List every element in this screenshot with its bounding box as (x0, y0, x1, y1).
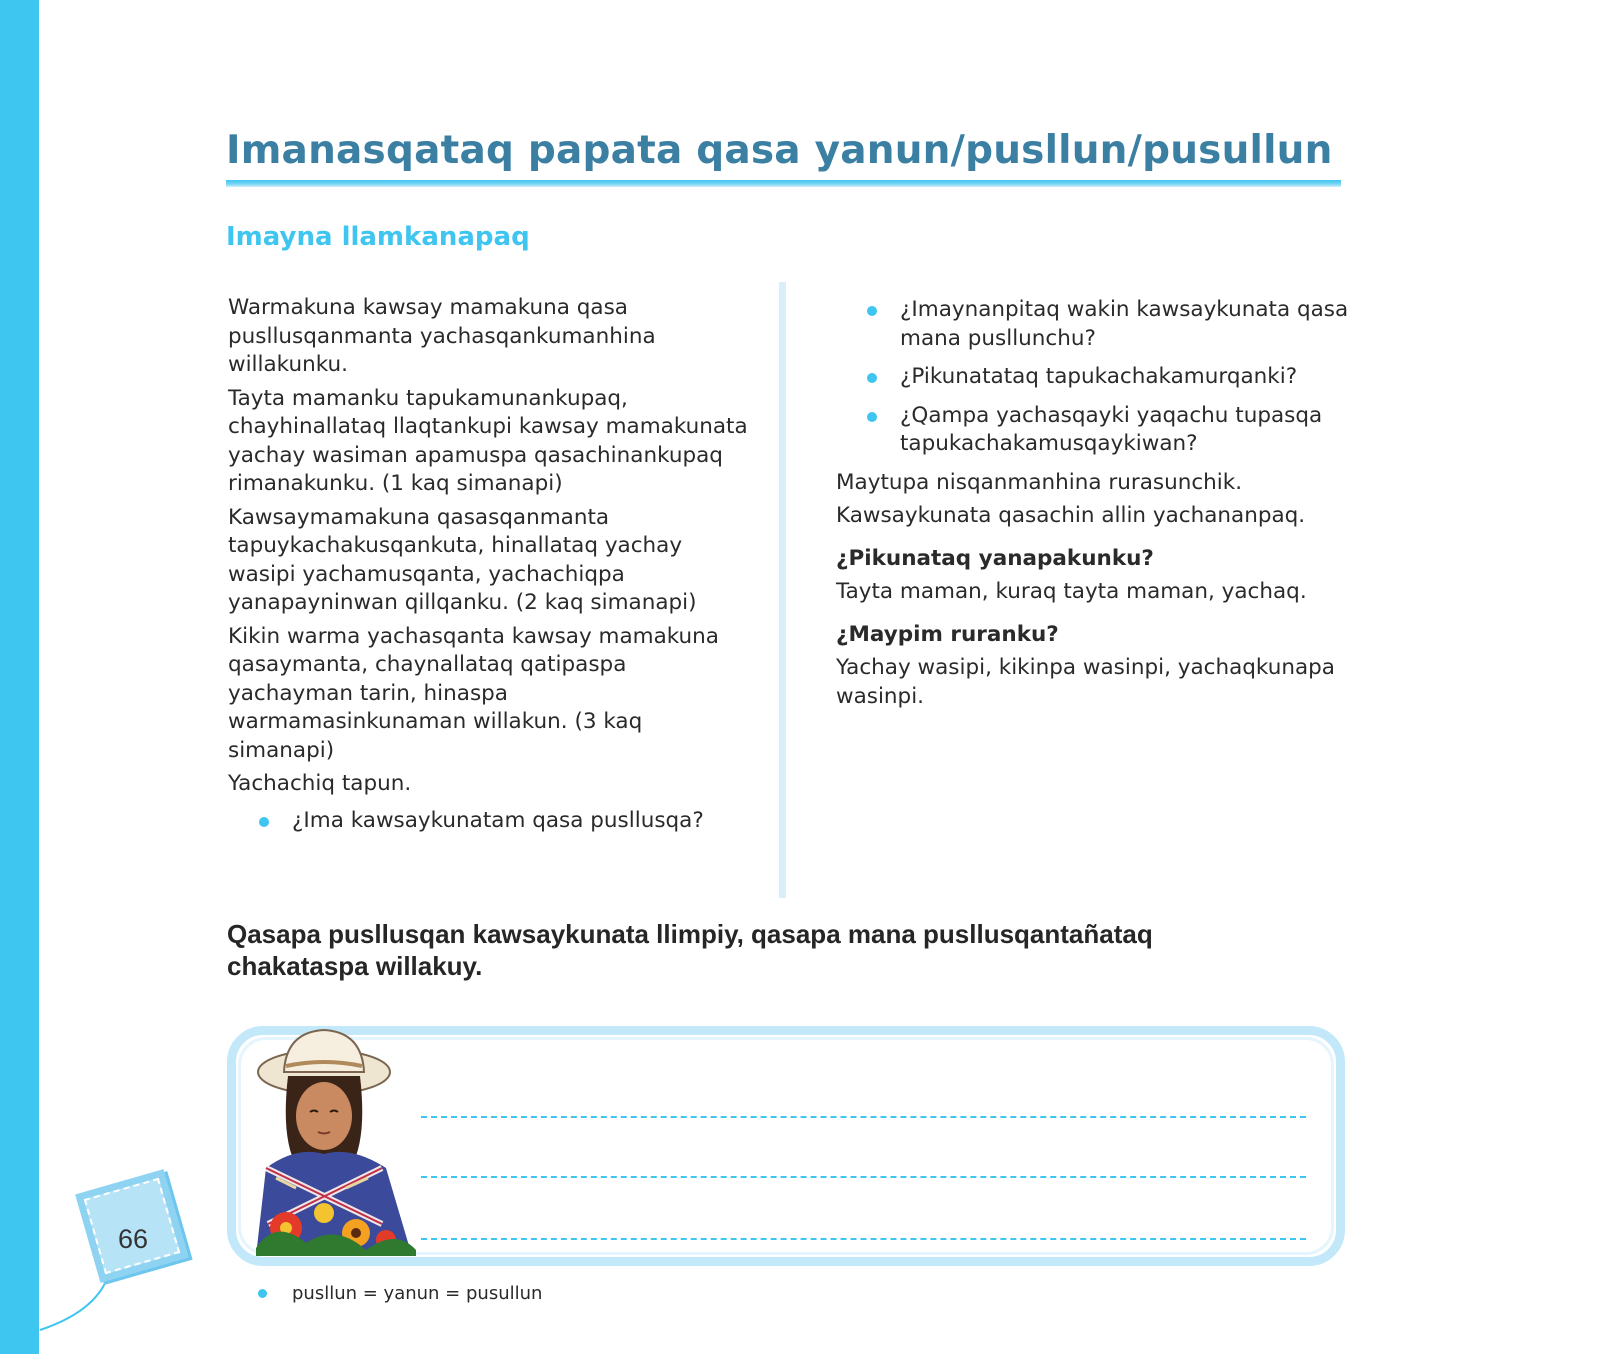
title-underline (226, 180, 1341, 187)
section-subtitle: Imayna llamkanapaq (226, 222, 530, 252)
girl-with-hat-illustration (236, 1028, 424, 1256)
page-number: 66 (117, 1224, 149, 1254)
column-divider (779, 282, 786, 898)
bullet-dot-icon (867, 412, 877, 422)
footnote (258, 1283, 542, 1304)
bullet-dot-icon (258, 1289, 267, 1298)
bullet-dot-icon (867, 373, 877, 383)
paragraph: Warmakuna kawsay mamakuna qasa pusllusqanmanta yachasqankumanhina willakunku. (228, 295, 656, 377)
list-item (836, 402, 1356, 459)
list-item-text: ¿Pikunatataq tapukachakamurqanki? (900, 364, 1298, 389)
paragraph: Kawsaykunata qasachin allin yachananpaq. (836, 503, 1306, 528)
activity-instruction: Qasapa pusllusqan kawsaykunata llimpiy, qasapa mana pusllusqantañataq chakataspa willakuy. (227, 919, 1153, 981)
list-item (836, 296, 1356, 353)
paragraph: Tayta maman, kuraq tayta maman, yachaq. (836, 579, 1307, 604)
bullet-dot-icon (867, 306, 877, 316)
list-item (228, 807, 748, 836)
paragraph: Tayta mamanku tapukamunankupaq, chayhinallataq llaqtankupi kawsay mamakunata yachay wasiman apamuspa qasachinankupaq rimanakunku. (1 kaq simanapi) (228, 385, 748, 496)
page-title: Imanasqataq papata qasa yanun/pusllun/pusullun (226, 128, 1333, 173)
question-list (228, 807, 748, 836)
footnote-text: pusllun = yanun = pusullun (292, 1283, 543, 1304)
paragraph: Yachachiq tapun. (228, 771, 412, 796)
kite-string (30, 1270, 150, 1360)
writing-line (421, 1176, 1306, 1178)
list-item-text: ¿Ima kawsaykunatam qasa pusllusqa? (292, 807, 704, 833)
page-side-bar (0, 0, 39, 1354)
question-heading: ¿Maypim ruranku? (836, 621, 1059, 647)
list-item-text: ¿Qampa yachasqayki yaqachu tupasqa tapukachakamusqaykiwan? (900, 402, 1323, 456)
question-heading: ¿Pikunataq yanapakunku? (836, 545, 1154, 571)
left-column (228, 294, 748, 845)
paragraph: Yachay wasipi, kikinpa wasinpi, yachaqkunapa wasinpi. (836, 655, 1335, 709)
question-list (836, 296, 1356, 459)
right-column (836, 296, 1356, 716)
paragraph: Maytupa nisqanmanhina rurasunchik. (836, 469, 1243, 495)
writing-line (421, 1116, 1306, 1118)
writing-line (421, 1238, 1306, 1240)
paragraph: Kikin warma yachasqanta kawsay mamakuna qasaymanta, chaynallataq qatipaspa yachayman tarin, hinaspa warmamasinkunaman willakun. (3 kaq simanapi) (228, 623, 719, 763)
paragraph: Kawsaymamakuna qasasqanmanta tapuykachakusqankuta, hinallataq yachay wasipi yachamusqanta, yachachiqpa yanapayninwan qillqanku. (2 kaq simanapi) (228, 504, 697, 615)
bullet-dot-icon (259, 817, 269, 827)
list-item-text: ¿Imaynanpitaq wakin kawsaykunata qasa mana pusllunchu? (900, 297, 1349, 351)
list-item (836, 363, 1356, 392)
